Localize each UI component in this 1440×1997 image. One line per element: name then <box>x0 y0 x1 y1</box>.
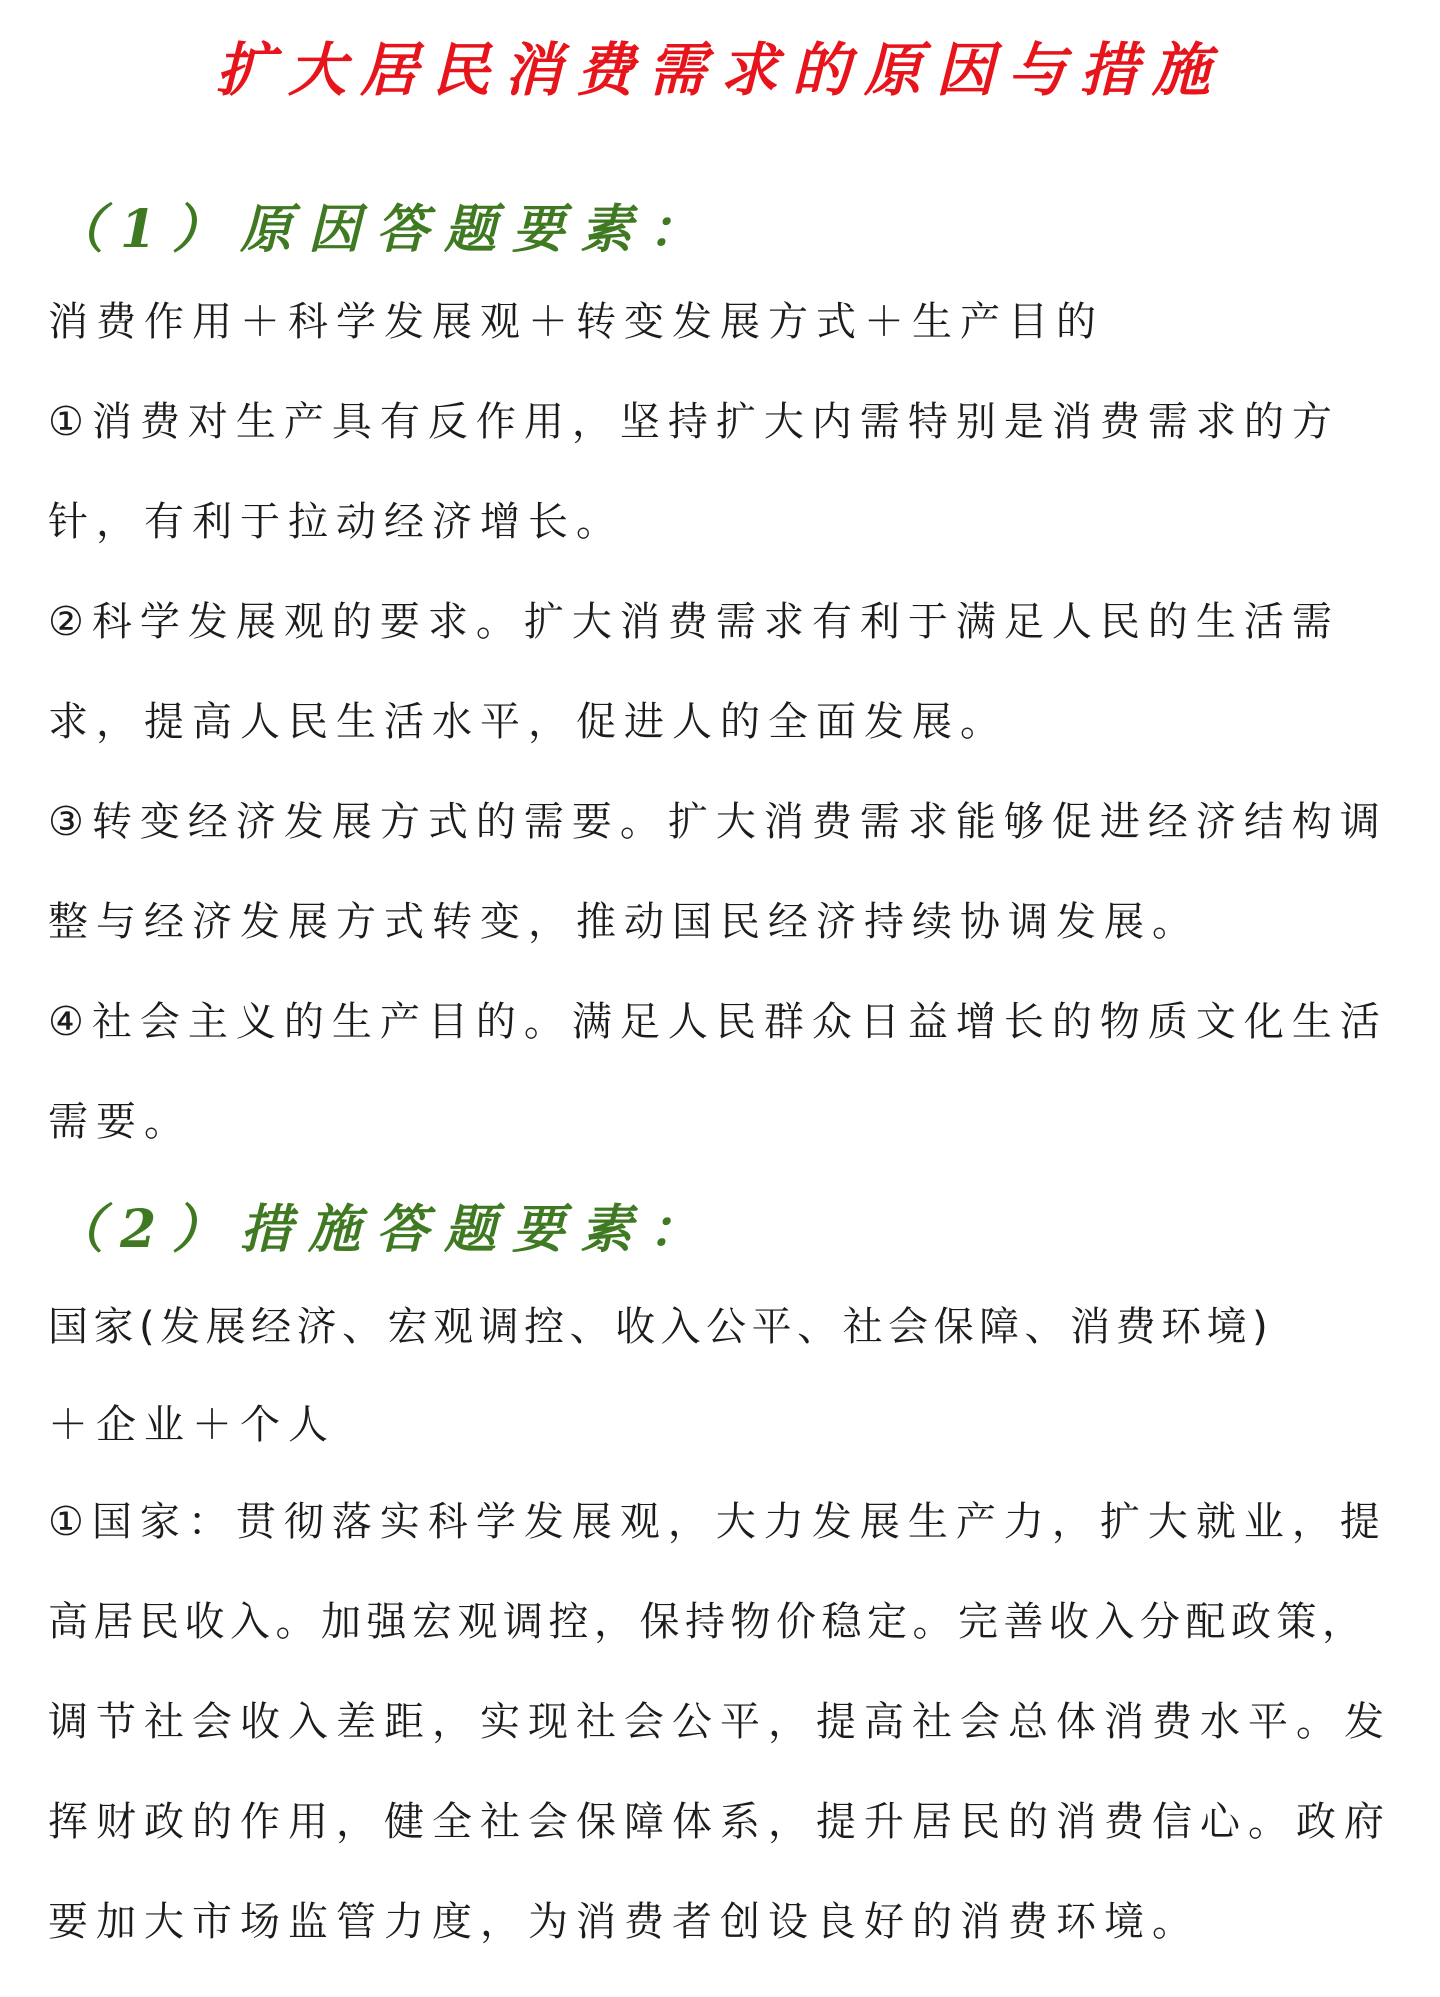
measure-line: 要加大市场监管力度，为消费者创设良好的消费环境。 <box>48 1899 1200 1945</box>
reason-line: ①消费对生产具有反作用，坚持扩大内需特别是消费需求的方 <box>48 399 1340 445</box>
section-heading-measures: （2）措施答题要素： <box>52 1199 717 1260</box>
reason-line: 需要。 <box>48 1099 192 1145</box>
measure-line: 挥财政的作用，健全社会保障体系，提升居民的消费信心。政府 <box>48 1799 1392 1845</box>
measure-line: 调节社会收入差距，实现社会公平，提高社会总体消费水平。发 <box>48 1699 1392 1745</box>
measures-summary: ＋企业＋个人 <box>48 1402 336 1448</box>
reason-line: 针，有利于拉动经济增长。 <box>48 499 624 545</box>
measure-line: 高居民收入。加强宏观调控，保持物价稳定。完善收入分配政策， <box>48 1599 1368 1645</box>
measures-summary: 国家(发展经济、宏观调控、收入公平、社会保障、消费环境) <box>48 1304 1274 1350</box>
section-heading-reasons: （1）原因答题要素： <box>52 199 717 260</box>
reason-line: 整与经济发展方式转变，推动国民经济持续协调发展。 <box>48 899 1200 945</box>
document-title: 扩大居民消费需求的原因与措施 <box>215 36 1224 104</box>
reason-line: ③转变经济发展方式的需要。扩大消费需求能够促进经济结构调 <box>48 799 1388 845</box>
reason-line: 求，提高人民生活水平，促进人的全面发展。 <box>48 699 1008 745</box>
reasons-summary: 消费作用＋科学发展观＋转变发展方式＋生产目的 <box>48 299 1104 345</box>
measure-line: ①国家：贯彻落实科学发展观，大力发展生产力，扩大就业，提 <box>48 1499 1388 1545</box>
reason-line: ②科学发展观的要求。扩大消费需求有利于满足人民的生活需 <box>48 599 1340 645</box>
reason-line: ④社会主义的生产目的。满足人民群众日益增长的物质文化生活 <box>48 999 1388 1045</box>
